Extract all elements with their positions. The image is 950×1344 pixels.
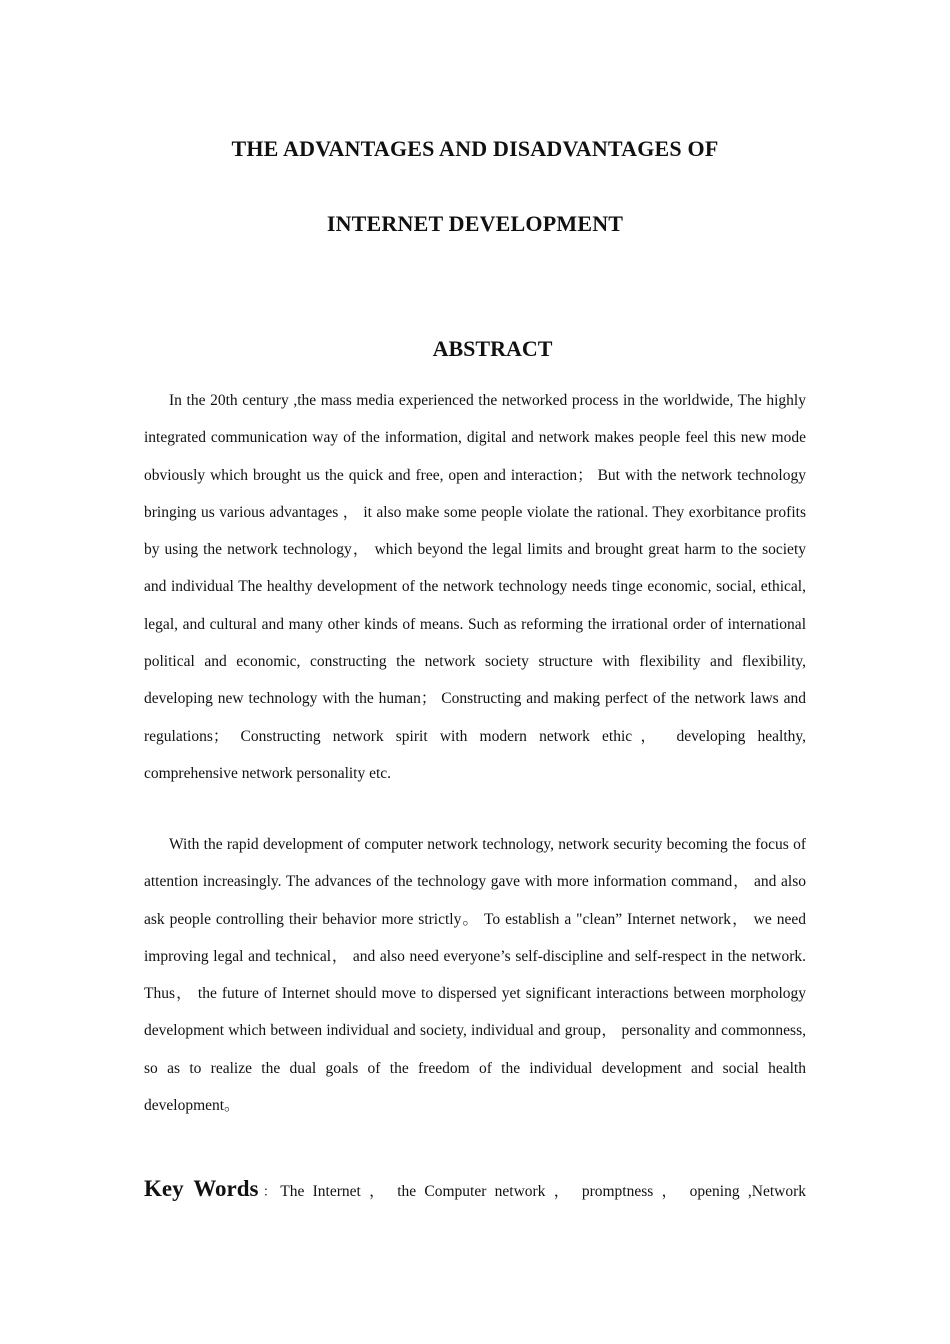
keywords-label: Key Words <box>144 1176 259 1201</box>
keywords-text: The Internet ， the Computer network ， promptness ， opening ,Network <box>280 1183 806 1200</box>
abstract-heading: ABSTRACT <box>432 336 553 361</box>
keywords-line <box>144 1170 806 1210</box>
document-title-line-2: INTERNET DEVELOPMENT <box>326 211 624 236</box>
abstract-paragraph: In the 20th century ,the mass media experienced the networked process in the worldwide, The highly integrated communication way of the information, digital and network makes people feel this new mode obviously which brought us the quick and free, open and interaction； But with the network technology bringing us various advantages ， it also make some people violate the rational. They exorbitance profits by using the network technology， which beyond the legal limits and brought great harm to the society and individual The healthy development of the network technology needs tinge economic, social, ethical, legal, and cultural and many other kinds of means. Such as reforming the irrational order of international political and economic, constructing the network society structure with flexibility and flexibility, developing new technology with the human； Constructing and making perfect of the network laws and regulations； Constructing network spirit with modern network ethic， developing healthy, comprehensive network personality etc. <box>144 392 806 782</box>
document-title-line-1: THE ADVANTAGES AND DISADVANTAGES OF <box>231 136 719 161</box>
keywords-separator: ： <box>258 1184 281 1199</box>
abstract-paragraph: With the rapid development of computer network technology, network security becoming the focus of attention increasingly. The advances of the technology gave with more information command， and also ask people controlling their behavior more strictly。 To establish a "clean” Internet network， we need improving legal and technical， and also need everyone’s self-discipline and self-respect in the network. Thus， the future of Internet should move to dispersed yet significant interactions between morphology development which between individual and society, individual and group， personality and commonness, so as to realize the dual goals of the freedom of the individual development and social health development。 <box>144 836 806 1115</box>
